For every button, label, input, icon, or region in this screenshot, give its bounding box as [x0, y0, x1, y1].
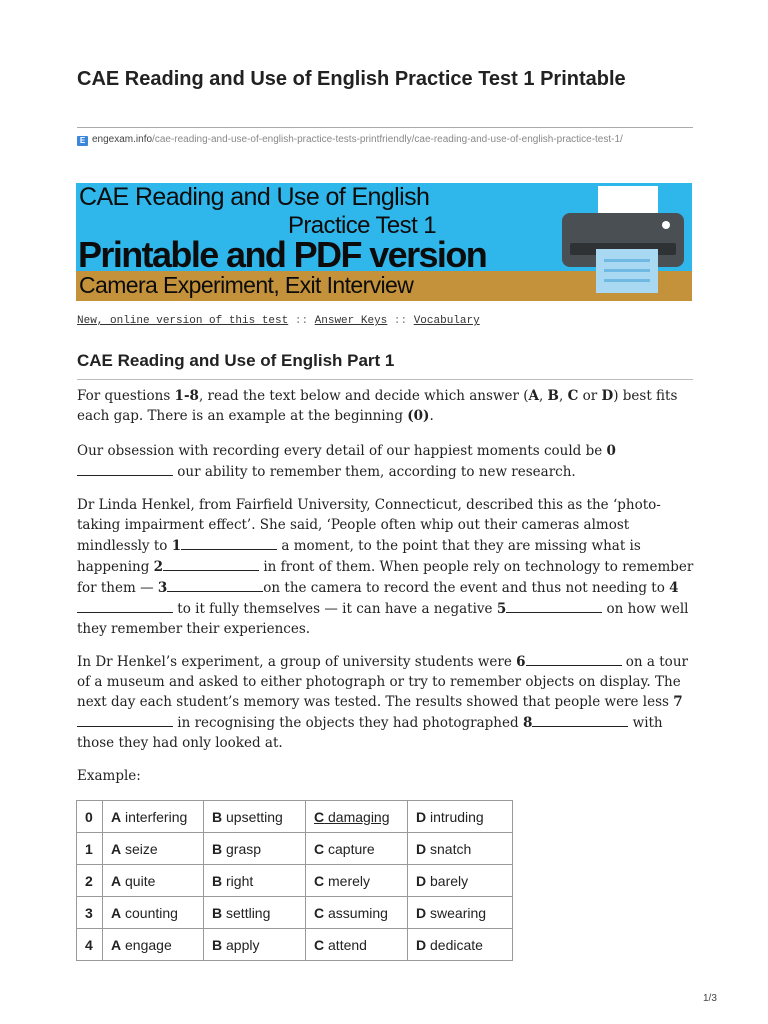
- passage-paragraph-1: [77, 441, 697, 482]
- option-text: settling: [226, 904, 271, 921]
- instructions-text: .: [429, 408, 434, 424]
- option-cell: [408, 865, 513, 897]
- option-letter: B: [212, 904, 223, 921]
- option-letter: A: [528, 388, 539, 404]
- online-version-link[interactable]: New, online version of this test: [77, 315, 289, 327]
- option-letter: C: [314, 840, 325, 857]
- option-cell: [408, 897, 513, 929]
- gap-blank: [506, 598, 602, 613]
- gap-blank: [526, 651, 622, 666]
- gap-blank: [532, 712, 628, 727]
- passage-text: a moment, to the point that they are missing what is happening: [77, 538, 641, 575]
- option-text: damaging: [328, 808, 390, 825]
- option-text: intruding: [430, 808, 484, 825]
- banner-line-3: Printable and PDF version: [78, 234, 487, 275]
- passage-text: on how well they remember their experiences.: [77, 601, 689, 637]
- passage-text: Our obsession with recording every detail of our happiest moments could be: [77, 443, 607, 459]
- vocabulary-link[interactable]: Vocabulary: [413, 315, 480, 327]
- instructions-text: ,: [558, 388, 568, 404]
- gap-number: 3: [157, 580, 168, 596]
- banner-line-4: Camera Experiment, Exit Interview: [79, 272, 414, 298]
- option-text: snatch: [430, 840, 472, 857]
- option-text: right: [226, 872, 254, 889]
- option-cell: [408, 833, 513, 865]
- example-marker: (0): [407, 408, 430, 424]
- option-text: interfering: [125, 808, 188, 825]
- option-letter: C: [314, 936, 325, 953]
- option-text: counting: [125, 904, 178, 921]
- banner-line-2: Practice Test 1: [288, 212, 436, 239]
- title-divider: [77, 127, 693, 128]
- instructions-text: For questions: [77, 388, 175, 404]
- option-text: capture: [328, 840, 375, 857]
- option-cell: [204, 833, 306, 865]
- page-number: 1/3: [703, 993, 717, 1004]
- option-letter: D: [416, 840, 427, 857]
- correct-answer: [314, 809, 390, 825]
- gap-number: 4: [669, 580, 679, 596]
- gap-number: 8: [522, 715, 533, 731]
- gap-number: 2: [153, 559, 164, 575]
- table-row: [77, 865, 513, 897]
- passage-text: in recognising the objects they had photographed: [173, 715, 523, 731]
- option-cell: [204, 929, 306, 961]
- option-cell: [306, 865, 408, 897]
- option-letter: A: [111, 808, 122, 825]
- option-cell: [306, 929, 408, 961]
- question-number: 4: [77, 929, 103, 961]
- source-domain[interactable]: engexam.info: [92, 134, 153, 145]
- option-text: grasp: [226, 840, 262, 857]
- option-cell: [306, 833, 408, 865]
- option-letter: B: [212, 872, 223, 889]
- source-path[interactable]: /cae-reading-and-use-of-english-practice-tests-printfriendly/cae-reading-and-use-of-english-practice-test-1/: [152, 134, 623, 145]
- option-cell: [103, 897, 204, 929]
- gap-blank: [181, 535, 277, 550]
- gap-number: 0: [606, 443, 616, 459]
- option-cell: [204, 865, 306, 897]
- passage-text: on the camera to record the event and thus not needing to: [263, 580, 670, 596]
- option-cell: [204, 801, 306, 833]
- option-letter: B: [547, 388, 559, 404]
- option-letter: D: [416, 936, 427, 953]
- option-cell: [306, 897, 408, 929]
- gap-number: 7: [673, 694, 683, 710]
- question-number: 1: [77, 833, 103, 865]
- passage-text: on a tour of a museum and asked to either photograph or try to remember objects on display. The next day each student’s memory was tested. The results showed that people were less: [77, 654, 688, 710]
- instructions: [77, 386, 697, 426]
- answer-keys-link[interactable]: Answer Keys: [314, 315, 388, 327]
- option-letter: C: [314, 872, 325, 889]
- instructions-text: or: [578, 388, 602, 404]
- gap-blank: [163, 556, 259, 571]
- option-text: engage: [125, 936, 172, 953]
- question-number: 3: [77, 897, 103, 929]
- table-row: [77, 833, 513, 865]
- option-letter: A: [111, 936, 122, 953]
- question-number: 2: [77, 865, 103, 897]
- option-text: barely: [430, 872, 469, 889]
- gap-blank: [77, 461, 173, 476]
- option-text: quite: [125, 872, 156, 889]
- instructions-text: , read the text below and decide which answer (: [198, 388, 529, 404]
- option-cell: [103, 865, 204, 897]
- option-cell: [408, 929, 513, 961]
- question-range: 1-8: [174, 388, 199, 404]
- option-text: merely: [328, 872, 371, 889]
- option-letter: A: [111, 872, 122, 889]
- table-row: [77, 801, 513, 833]
- passage-text: with those they had only looked at.: [77, 715, 663, 751]
- option-cell-correct: [306, 801, 408, 833]
- page-title: CAE Reading and Use of English Practice Test 1 Printable: [77, 68, 626, 90]
- source-url[interactable]: [77, 133, 697, 147]
- passage-text: to it fully themselves — it can have a negative: [173, 601, 497, 617]
- option-cell: [103, 929, 204, 961]
- answer-options-table: [76, 800, 513, 961]
- option-letter: C: [567, 388, 579, 404]
- site-favicon-icon: E: [77, 136, 88, 146]
- example-label: Example:: [77, 768, 141, 784]
- option-text: upsetting: [226, 808, 283, 825]
- passage-text: in front of them. When people rely on technology to remember for them —: [77, 559, 694, 596]
- option-letter: D: [416, 904, 427, 921]
- option-text: swearing: [430, 904, 487, 921]
- option-cell: [103, 833, 204, 865]
- option-text: attend: [328, 936, 367, 953]
- option-letter: A: [111, 904, 122, 921]
- option-cell: [408, 801, 513, 833]
- link-separator: ::: [294, 315, 309, 327]
- banner-line-1: CAE Reading and Use of English: [79, 183, 430, 211]
- passage-paragraph-3: [77, 651, 697, 753]
- gap-blank: [77, 712, 173, 727]
- option-text: dedicate: [430, 936, 483, 953]
- option-letter: B: [212, 808, 223, 825]
- gap-number: 1: [171, 538, 182, 554]
- gap-blank: [77, 598, 173, 613]
- option-letter: D: [416, 808, 427, 825]
- option-letter: C: [314, 904, 325, 921]
- passage-paragraph-2: [77, 495, 697, 639]
- gap-number: 6: [516, 654, 526, 670]
- passage-text: Dr Linda Henkel, from Fairfield University, Connecticut, described this as the ‘photo-taking impairment effect’. She said, ‘People often whip out their cameras almost mindlessly to: [77, 497, 661, 554]
- instructions-text: ) best fits each gap. There is an example at the beginning: [77, 388, 678, 424]
- instructions-text: ,: [538, 388, 548, 404]
- option-text: seize: [125, 840, 158, 857]
- option-cell: [103, 801, 204, 833]
- passage-text: our ability to remember them, according to new research.: [173, 464, 576, 480]
- option-letter: A: [111, 840, 122, 857]
- option-letter: D: [601, 388, 614, 404]
- option-letter: C: [314, 808, 325, 825]
- option-text: assuming: [328, 904, 388, 921]
- gap-blank: [167, 577, 263, 592]
- gap-number: 5: [496, 601, 507, 617]
- option-letter: D: [416, 872, 427, 889]
- banner-image: [76, 183, 692, 301]
- option-cell: [204, 897, 306, 929]
- table-row: [77, 929, 513, 961]
- option-letter: B: [212, 840, 223, 857]
- section-divider: [77, 379, 693, 380]
- table-row: [77, 897, 513, 929]
- option-letter: B: [212, 936, 223, 953]
- option-text: apply: [226, 936, 260, 953]
- nav-links: [77, 315, 480, 327]
- section-heading: CAE Reading and Use of English Part 1: [77, 351, 395, 370]
- passage-text: In Dr Henkel’s experiment, a group of university students were: [77, 654, 517, 670]
- link-separator: ::: [393, 315, 408, 327]
- question-number: 0: [77, 801, 103, 833]
